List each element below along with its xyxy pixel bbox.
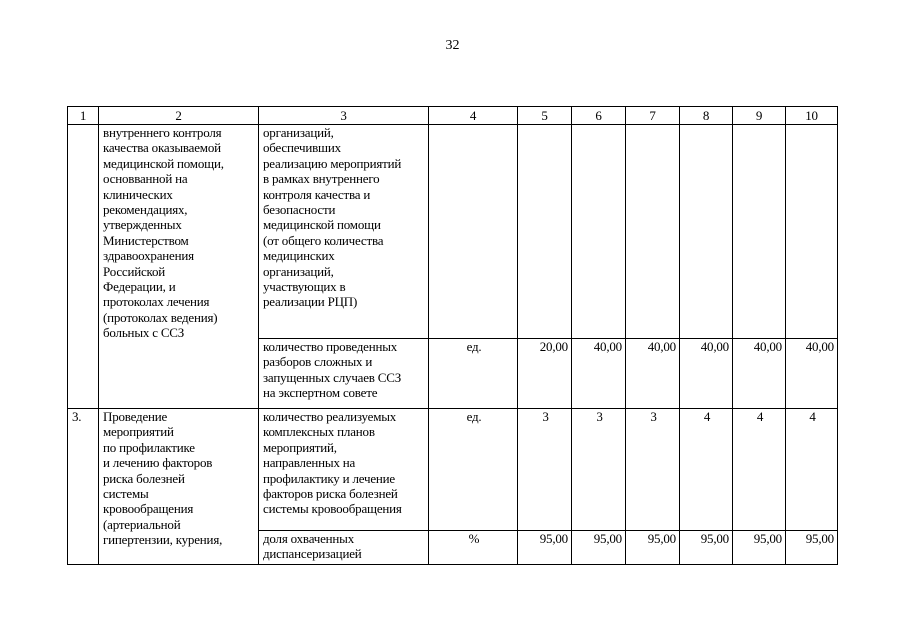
column-header: 6 — [572, 107, 626, 125]
indicator-value: 40,00 — [626, 339, 680, 409]
indicator-value — [518, 125, 572, 339]
indicator-value: 3 — [572, 409, 626, 531]
indicator-value: 95,00 — [626, 531, 680, 565]
column-header: 10 — [786, 107, 838, 125]
indicators-table — [67, 106, 838, 565]
event-description: внутреннего контроля качества оказываемой медицинской помощи, основванной на клинических рекомендациях, утвержденных Министерством здравоохранения Российской Федерации, и протоколах лечения (протоколах ведения) больных с ССЗ — [99, 125, 259, 409]
column-header: 3 — [259, 107, 429, 125]
column-header: 9 — [733, 107, 786, 125]
indicator-value: 40,00 — [572, 339, 626, 409]
indicator-value: 40,00 — [733, 339, 786, 409]
indicator-value: 4 — [786, 409, 838, 531]
indicator-value — [733, 125, 786, 339]
indicator-value — [626, 125, 680, 339]
indicator-value — [786, 125, 838, 339]
table-row — [68, 125, 838, 339]
page-number: 32 — [445, 38, 460, 53]
indicator-value: 40,00 — [786, 339, 838, 409]
indicator-name: организаций, обеспечивших реализацию мероприятий в рамках внутреннего контроля качества и безопасности медицинской помощи (от общего количества медицинских организаций, участвующих в реализации РЦП) — [259, 125, 429, 339]
indicator-value: 95,00 — [572, 531, 626, 565]
column-header: 2 — [99, 107, 259, 125]
table-row — [68, 409, 838, 531]
indicator-value — [680, 125, 733, 339]
indicator-unit: ед. — [429, 409, 518, 531]
column-header: 7 — [626, 107, 680, 125]
indicator-value: 4 — [680, 409, 733, 531]
event-description: Проведение мероприятий по профилактике и лечению факторов риска болезней системы кровообращения (артериальной гипертензии, курения, — [99, 409, 259, 565]
indicator-value: 3 — [626, 409, 680, 531]
indicator-value: 3 — [518, 409, 572, 531]
indicator-value: 95,00 — [733, 531, 786, 565]
indicator-value: 20,00 — [518, 339, 572, 409]
indicator-unit: % — [429, 531, 518, 565]
indicator-unit — [429, 125, 518, 339]
header-row — [68, 107, 838, 125]
row-number: 3. — [68, 409, 99, 565]
column-header: 4 — [429, 107, 518, 125]
column-header: 5 — [518, 107, 572, 125]
column-header: 1 — [68, 107, 99, 125]
indicator-name: доля охваченных диспансеризацией — [259, 531, 429, 565]
indicator-value: 95,00 — [680, 531, 733, 565]
indicator-value: 95,00 — [786, 531, 838, 565]
indicator-name: количество проведенных разборов сложных и запущенных случаев ССЗ на экспертном совете — [259, 339, 429, 409]
row-number — [68, 125, 99, 409]
column-header: 8 — [680, 107, 733, 125]
indicator-value: 95,00 — [518, 531, 572, 565]
indicator-name: количество реализуемых комплексных планов мероприятий, направленных на профилактику и лечение факторов риска болезней системы кровообращения — [259, 409, 429, 531]
indicator-value: 40,00 — [680, 339, 733, 409]
indicator-unit: ед. — [429, 339, 518, 409]
indicator-value: 4 — [733, 409, 786, 531]
indicator-value — [572, 125, 626, 339]
